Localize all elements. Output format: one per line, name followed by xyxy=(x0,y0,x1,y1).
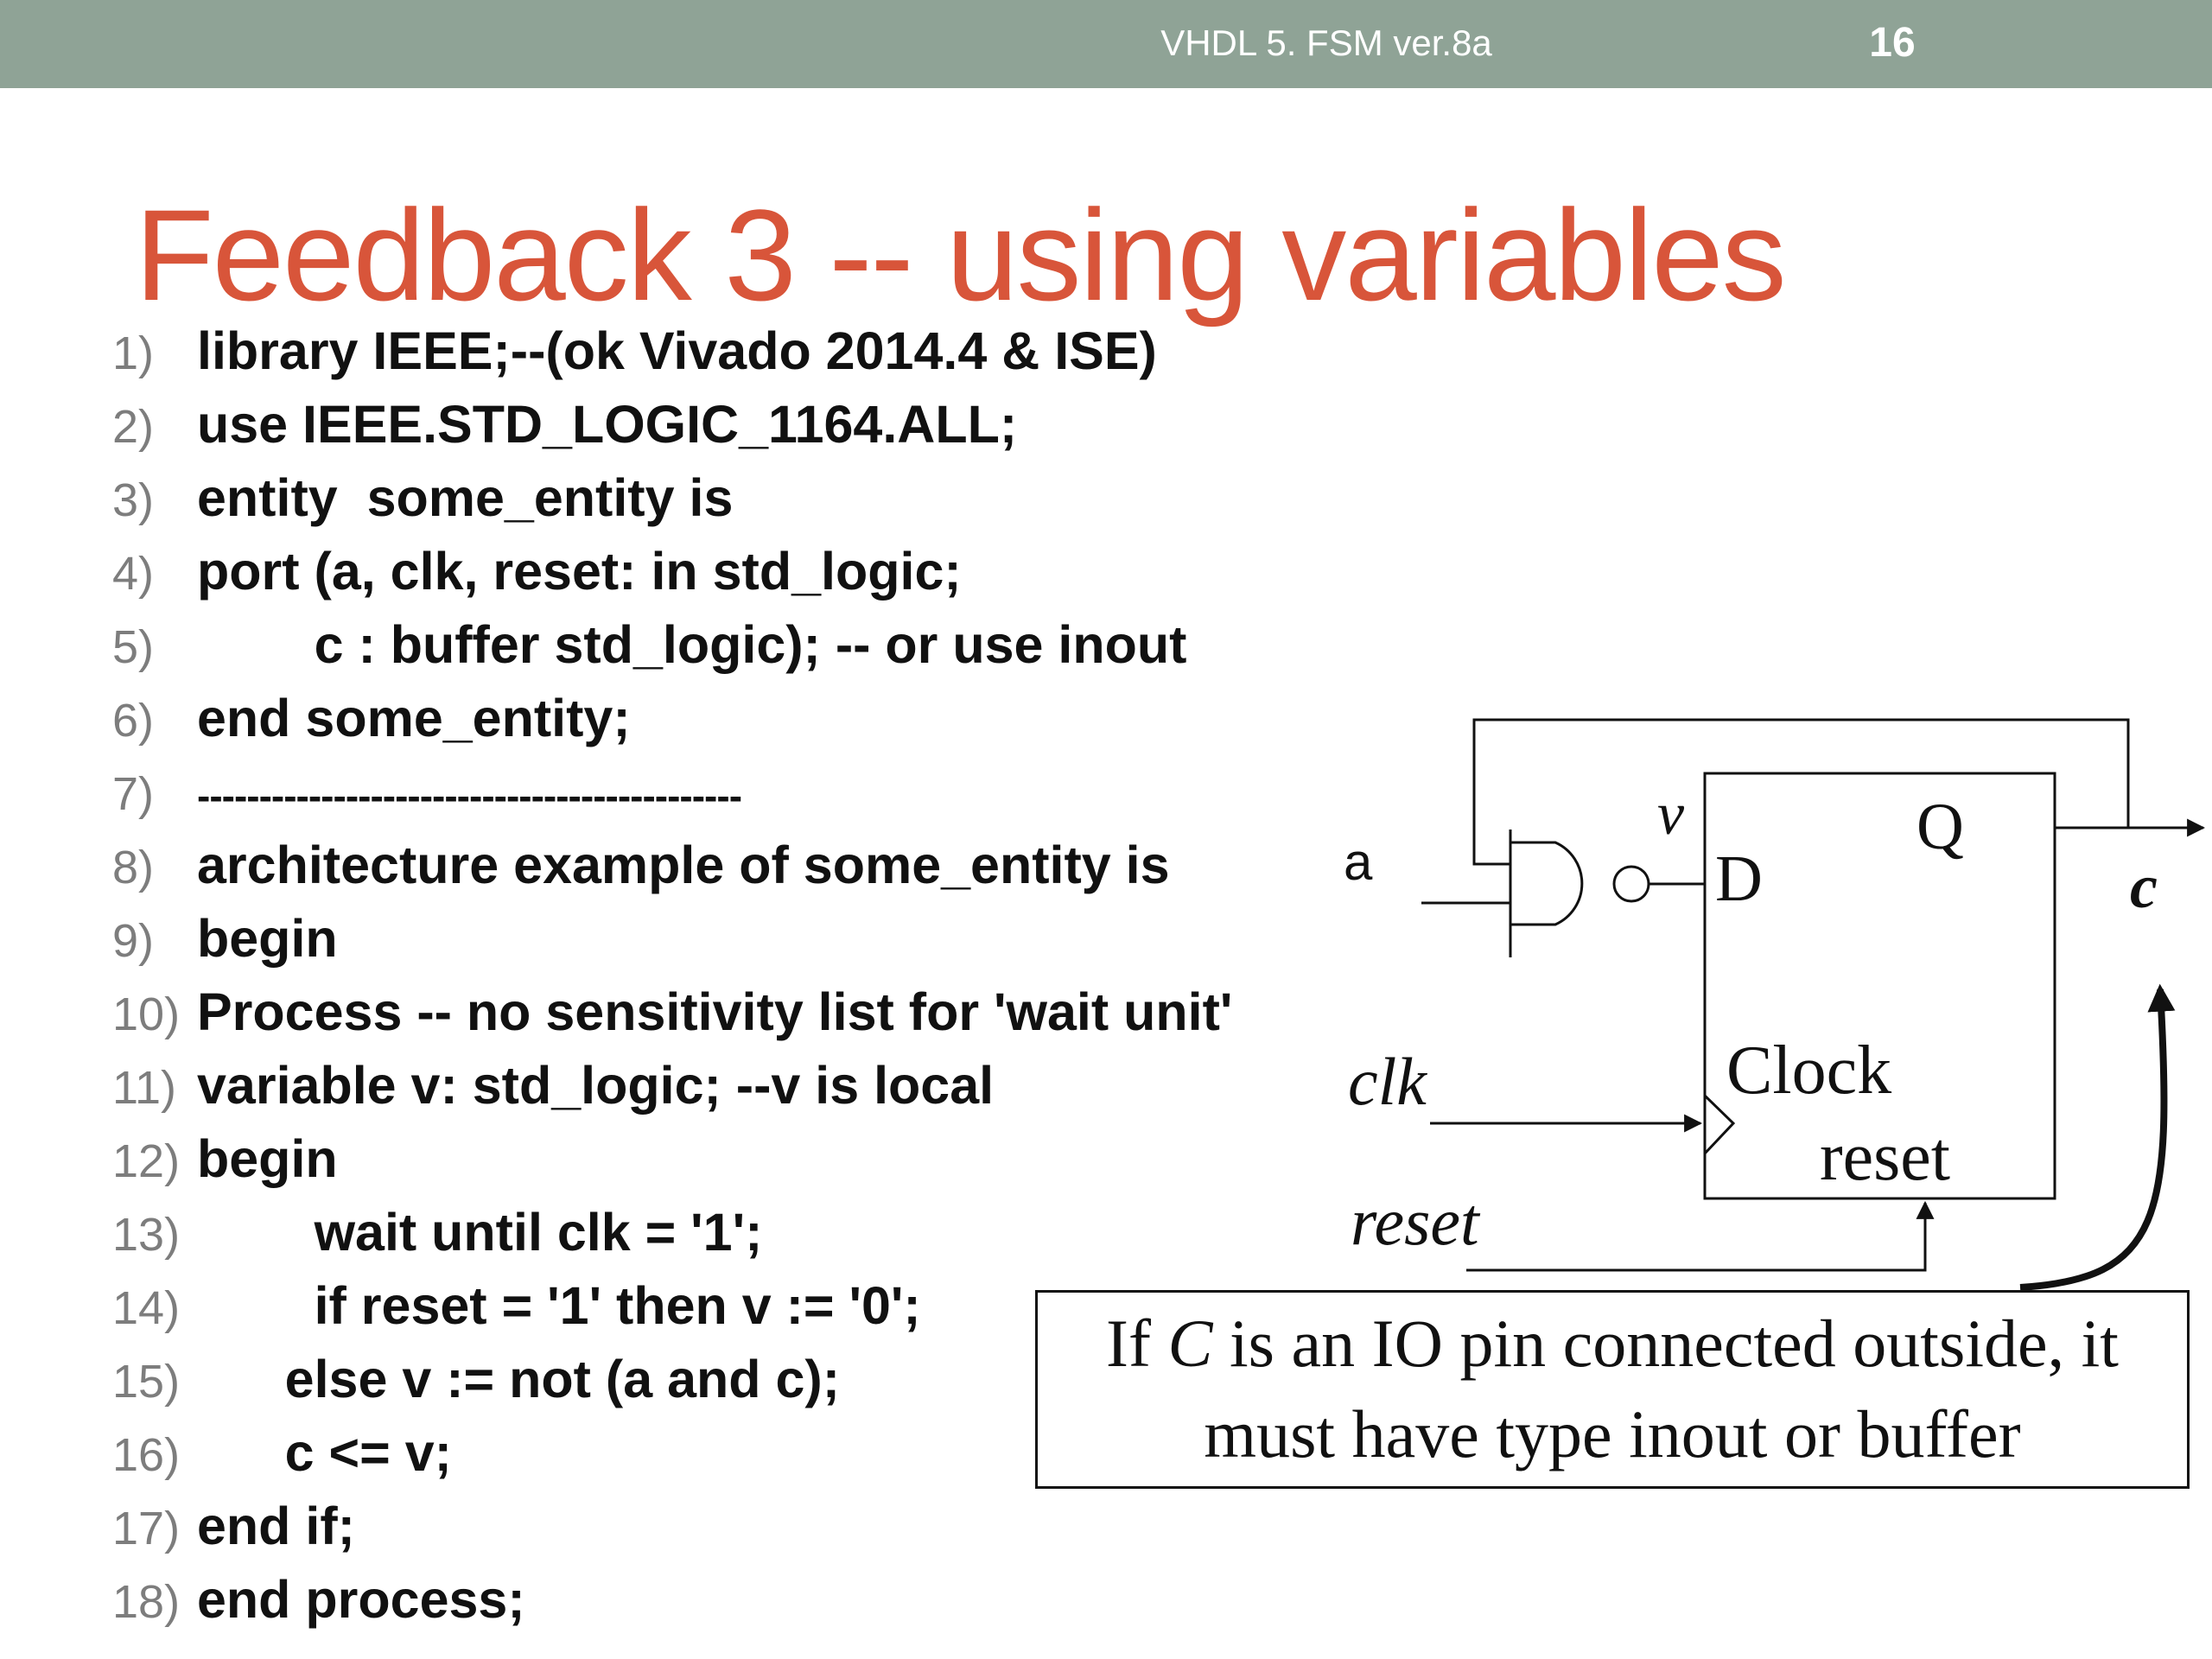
code-text: begin xyxy=(197,909,338,968)
line-number: 5) xyxy=(112,621,155,673)
code-text: end process; xyxy=(197,1570,525,1629)
code-text: c : buffer std_logic); -- or use inout xyxy=(197,615,1187,674)
label-c: c xyxy=(2130,852,2158,921)
label-v: v xyxy=(1657,781,1685,848)
line-number: 16) xyxy=(112,1429,181,1481)
code-text: library IEEE;--(ok Vivado 2014.4 & ISE) xyxy=(197,321,1157,380)
label-clock: Clock xyxy=(1726,1033,1892,1109)
line-number: 9) xyxy=(112,915,155,967)
line-number: 12) xyxy=(112,1135,181,1187)
code-text: wait until clk = '1'; xyxy=(197,1203,763,1262)
code-text: Process -- no sensitivity list for 'wait unit' xyxy=(197,982,1233,1041)
label-clk: clk xyxy=(1348,1044,1427,1119)
note-line-2: must have type inout or buffer xyxy=(1204,1396,2021,1471)
line-number: 11) xyxy=(112,1062,177,1114)
feedback-wire xyxy=(1474,720,2128,864)
line-number: 15) xyxy=(112,1356,181,1408)
line-number: 18) xyxy=(112,1576,181,1628)
code-line-1 xyxy=(112,315,1232,388)
code-text: port (a, clk, reset: in std_logic; xyxy=(197,542,962,601)
note-box xyxy=(1035,1290,2190,1489)
page-number: 16 xyxy=(1869,20,1916,66)
code-text: if reset = '1' then v := '0'; xyxy=(197,1276,921,1335)
input-reset-wire xyxy=(1466,1203,1925,1270)
code-line-2 xyxy=(112,388,1232,461)
label-reset-pin: reset xyxy=(1820,1119,1951,1195)
code-line-5 xyxy=(112,608,1232,682)
line-number: 1) xyxy=(112,327,155,379)
label-q: Q xyxy=(1916,791,1964,863)
code-line-3 xyxy=(112,461,1232,535)
note-line-1: If C is an IO pin connected outside, it xyxy=(1106,1306,2119,1381)
line-number: 4) xyxy=(112,548,155,600)
line-number: 8) xyxy=(112,842,155,893)
footer-title: VHDL 5. FSM ver.8a xyxy=(1160,22,1492,63)
code-text: begin xyxy=(197,1129,338,1188)
line-number: 17) xyxy=(112,1503,181,1554)
note-curved-arrow xyxy=(2020,989,2164,1287)
line-number: 14) xyxy=(112,1282,181,1334)
code-text: variable v: std_logic; --v is local xyxy=(197,1056,995,1115)
label-a: a xyxy=(1344,833,1373,891)
code-line-4 xyxy=(112,535,1232,608)
line-number: 3) xyxy=(112,474,155,526)
code-text: -------------------------------------------- xyxy=(197,773,742,818)
code-text: use IEEE.STD_LOGIC_1164.ALL; xyxy=(197,395,1018,454)
slide-title: Feedback 3 -- using variables xyxy=(135,182,1785,327)
code-text: entity some_entity is xyxy=(197,468,734,527)
header-bar xyxy=(0,0,2212,88)
nand-bubble xyxy=(1614,867,1649,901)
code-text: end if; xyxy=(197,1497,355,1555)
line-number: 6) xyxy=(112,695,155,747)
code-line-18 xyxy=(112,1563,1232,1637)
code-text: end some_entity; xyxy=(197,689,631,747)
line-number: 10) xyxy=(112,988,181,1040)
code-text: else v := not (a and c); xyxy=(197,1350,841,1408)
line-number: 2) xyxy=(112,401,155,453)
nand-gate xyxy=(1510,842,1582,925)
label-d: D xyxy=(1715,842,1763,915)
code-text: architecture example of some_entity is xyxy=(197,836,1170,894)
line-number: 7) xyxy=(112,768,155,820)
line-number: 13) xyxy=(112,1209,181,1261)
label-reset-input: reset xyxy=(1351,1184,1479,1259)
code-text: c <= v; xyxy=(197,1423,452,1482)
